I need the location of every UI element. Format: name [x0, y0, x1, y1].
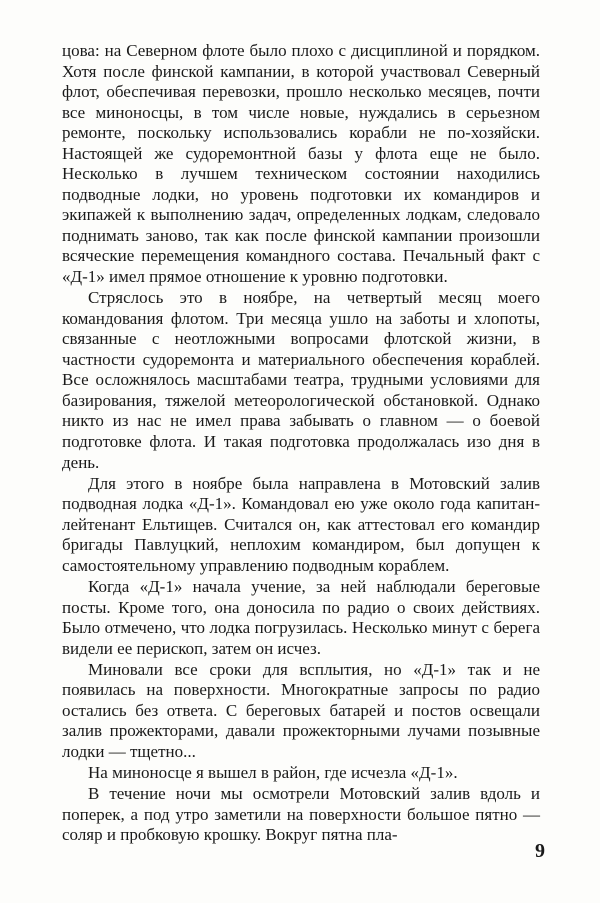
paragraph-3: Для этого в ноябре была направлена в Мотовский залив подводная лодка «Д-1». Командовал ею уже около года капитан-лейтенант Ельтищев. Считался он, как аттестовал его командир бригады Павлуцкий, неплохим командиром, был допущен к самостоятельному управлению подводным кораблем. [62, 473, 540, 575]
paragraph-2: Стряслось это в ноябре, на четвертый месяц моего командования флотом. Три месяца ушло на заботы и хлопоты, связанные с неотложными вопросами флотской жизни, в частности судоремонта и материального обеспечения кораблей. Все осложнялось масштабами театра, трудными условиями для базирования, тяжелой метеорологической обстановкой. Однако никто из нас не имел права забывать о главном — о боевой подготовке флота. И такая подготовка продолжалась изо дня в день. [62, 288, 540, 472]
page-number: 9 [535, 840, 545, 862]
paragraph-4: Когда «Д-1» начала учение, за ней наблюдали береговые посты. Кроме того, она доносила по радио о своих действиях. Было отмечено, что лодка погрузилась. Несколько минут с берега видели ее перископ, затем он исчез. [62, 577, 540, 658]
paragraph-5: Миновали все сроки для всплытия, но «Д-1» так и не появилась на поверхности. Многократные запросы по радио остались без ответа. С береговых батарей и постов освещали залив прожекторами, давали прожекторными лучами позывные лодки — тщетно... [62, 659, 540, 761]
paragraph-1: цова: на Северном флоте было плохо с дисциплиной и порядком. Хотя после финской кампании, в которой участвовал Северный флот, обеспечивая перевозки, прошло несколько месяцев, почти все миноносцы, в том числе новые, нуждались в серьезном ремонте, поскольку использовались корабли не по-хозяйски. Настоящей же судоремонтной базы у флота еще не было. Несколько в лучшем техническом состоянии находились подводные лодки, но уровень подготовки их командиров и экипажей к выполнению задач, определенных лодкам, следовало поднимать заново, так как после финской кампании произошли всяческие перемещения командного состава. Печальный факт с «Д-1» имел прямое отношение к уровню подготовки. [62, 41, 540, 287]
paragraph-7: В течение ночи мы осмотрели Мотовский залив вдоль и поперек, а под утро заметили на поверхности большое пятно — соляр и пробковую крошку. Вокруг пятна пла- [62, 784, 540, 845]
paragraph-6: На миноносце я вышел в район, где исчезла «Д-1». [88, 763, 458, 783]
body-text [62, 41, 540, 846]
